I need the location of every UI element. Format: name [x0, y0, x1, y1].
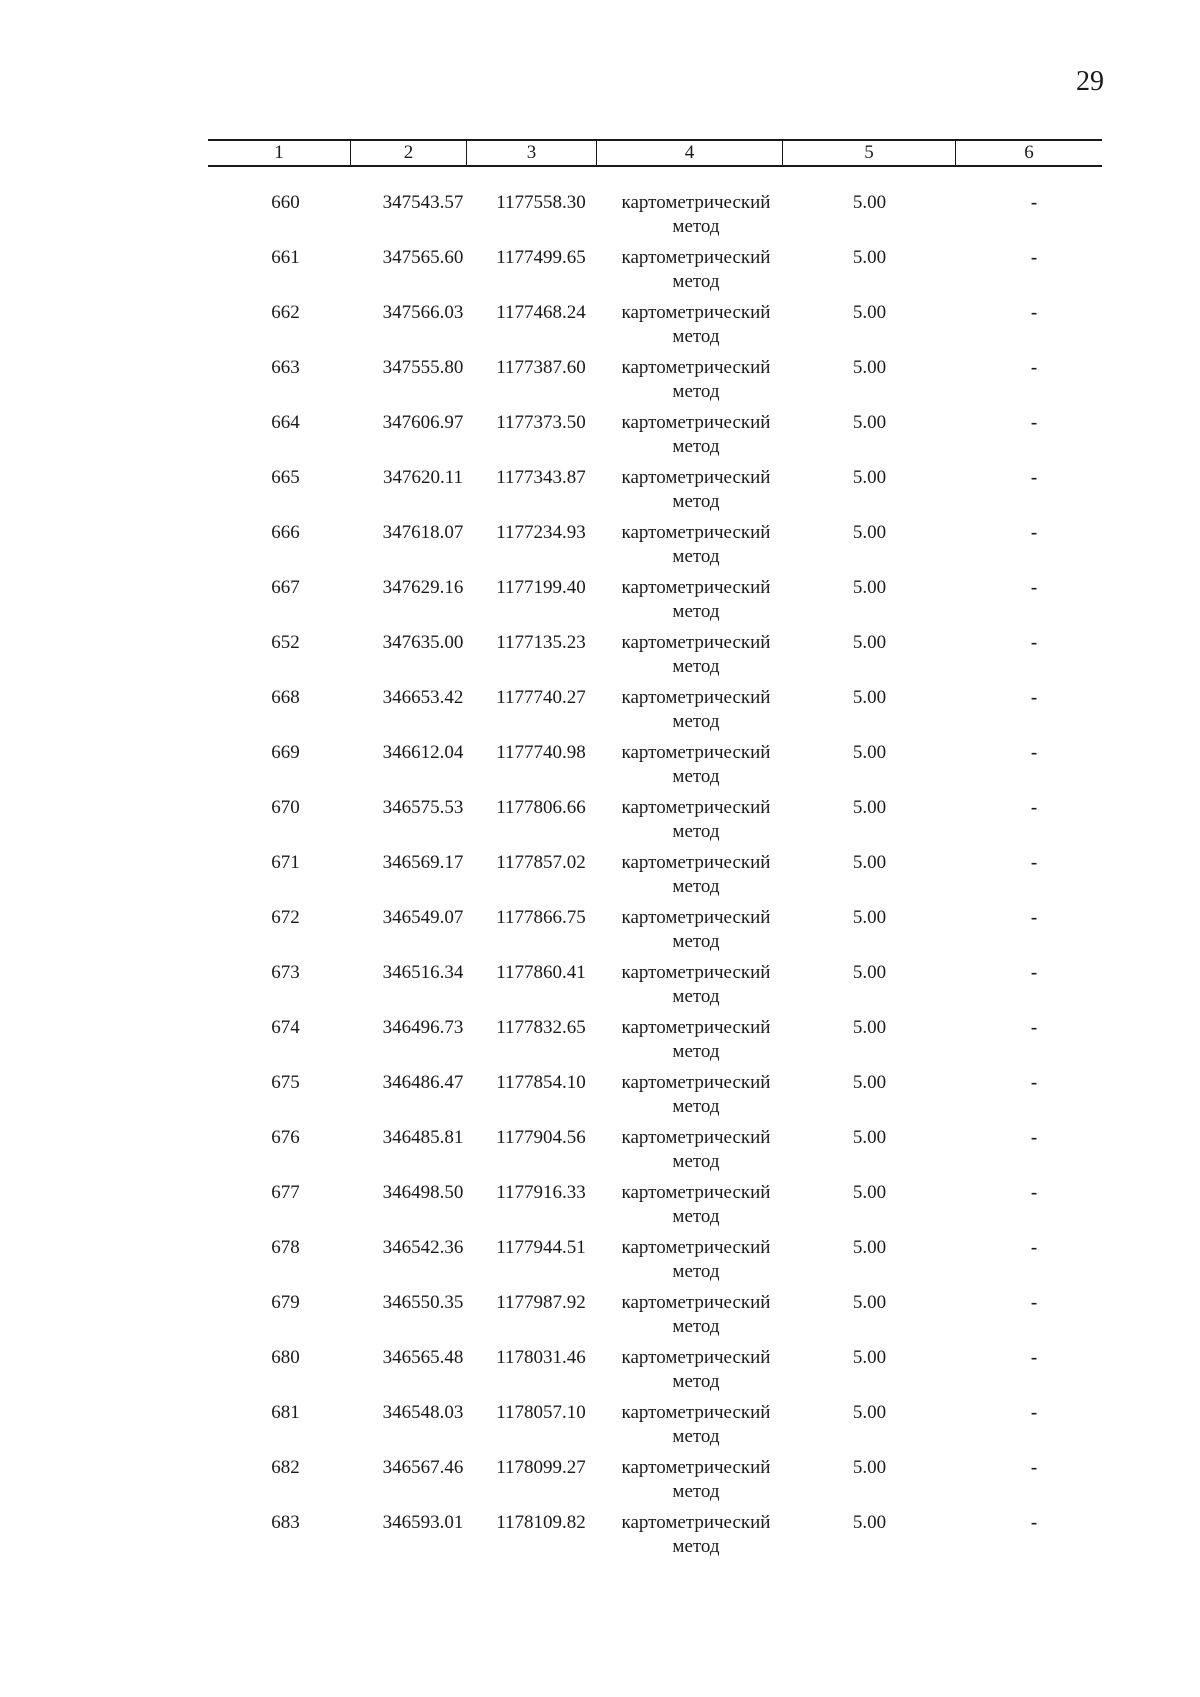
method: [597, 631, 783, 686]
table-row: [208, 1016, 1102, 1071]
accuracy: 5.00: [852, 742, 887, 763]
coordinate-y: 1177857.02: [496, 852, 586, 873]
note: -: [1030, 1402, 1038, 1423]
point-number: 668: [271, 687, 300, 708]
coordinate-y: 1177866.75: [496, 907, 586, 928]
point-number: 665: [271, 467, 300, 488]
note: -: [1030, 1292, 1038, 1313]
note: -: [1030, 632, 1038, 653]
accuracy: 5.00: [852, 192, 887, 213]
coordinate-y: 1177944.51: [496, 1237, 586, 1258]
note: -: [1030, 1512, 1038, 1533]
table-row: [208, 796, 1102, 851]
method-line-1: картометрический: [621, 247, 771, 268]
point-number: 672: [271, 907, 300, 928]
method-line-1: картометрический: [621, 577, 771, 598]
coordinate-x: 346593.01: [382, 1512, 464, 1533]
method: [597, 906, 783, 961]
method-line-1: картометрический: [621, 907, 771, 928]
table-row: [208, 356, 1102, 411]
coordinate-y: 1177373.50: [496, 412, 586, 433]
point-number: 680: [271, 1347, 300, 1368]
coordinate-y: 1178099.27: [496, 1457, 586, 1478]
note: -: [1030, 522, 1038, 543]
method-line-1: картометрический: [621, 1072, 771, 1093]
note: -: [1030, 1017, 1038, 1038]
method-line-1: картометрический: [621, 852, 771, 873]
point-number: 673: [271, 962, 300, 983]
table-row: [208, 191, 1102, 246]
method-line-2: метод: [672, 271, 720, 292]
method-line-2: метод: [672, 986, 720, 1007]
method: [597, 246, 783, 301]
method-line-1: картометрический: [621, 1182, 771, 1203]
coordinate-x: 346612.04: [382, 742, 464, 763]
method-line-1: картометрический: [621, 797, 771, 818]
point-number: 666: [271, 522, 300, 543]
point-number: 667: [271, 577, 300, 598]
table-row: [208, 576, 1102, 631]
coordinate-y: 1177387.60: [496, 357, 586, 378]
point-number: 669: [271, 742, 300, 763]
table-row: [208, 1236, 1102, 1291]
method-line-2: метод: [672, 821, 720, 842]
method-line-1: картометрический: [621, 1237, 771, 1258]
method: [597, 356, 783, 411]
table-row: [208, 466, 1102, 521]
accuracy: 5.00: [852, 1402, 887, 1423]
accuracy: 5.00: [852, 1072, 887, 1093]
table-row: [208, 1291, 1102, 1346]
note: -: [1030, 357, 1038, 378]
accuracy: 5.00: [852, 467, 887, 488]
note: -: [1030, 247, 1038, 268]
table-row: [208, 1071, 1102, 1126]
point-number: 662: [271, 302, 300, 323]
method-line-1: картометрический: [621, 1457, 771, 1478]
method-line-2: метод: [672, 601, 720, 622]
page-number: 29: [1076, 66, 1104, 97]
method-line-1: картометрический: [621, 412, 771, 433]
coordinate-x: 346516.34: [382, 962, 464, 983]
method-line-2: метод: [672, 766, 720, 787]
note: -: [1030, 1182, 1038, 1203]
table-row: [208, 851, 1102, 906]
table-body: [208, 191, 1102, 1566]
method-line-1: картометрический: [621, 1017, 771, 1038]
accuracy: 5.00: [852, 1292, 887, 1313]
method: [597, 961, 783, 1016]
coordinate-x: 346653.42: [382, 687, 464, 708]
method-line-1: картометрический: [621, 1402, 771, 1423]
coordinate-x: 346486.47: [382, 1072, 464, 1093]
accuracy: 5.00: [852, 1182, 887, 1203]
method-line-2: метод: [672, 1261, 720, 1282]
method-line-2: метод: [672, 1426, 720, 1447]
note: -: [1030, 1347, 1038, 1368]
coordinate-y: 1177987.92: [496, 1292, 586, 1313]
method: [597, 521, 783, 576]
table-row: [208, 1456, 1102, 1511]
method-line-2: метод: [672, 656, 720, 677]
method: [597, 576, 783, 631]
column-header-1: 1: [208, 141, 351, 165]
coordinate-y: 1177916.33: [496, 1182, 586, 1203]
method: [597, 1016, 783, 1071]
coordinate-y: 1177832.65: [496, 1017, 586, 1038]
note: -: [1030, 962, 1038, 983]
point-number: 675: [271, 1072, 300, 1093]
note: -: [1030, 1237, 1038, 1258]
table-row: [208, 686, 1102, 741]
method: [597, 301, 783, 356]
point-number: 676: [271, 1127, 300, 1148]
note: -: [1030, 907, 1038, 928]
coordinate-x: 347620.11: [382, 467, 464, 488]
coordinate-x: 347555.80: [382, 357, 464, 378]
accuracy: 5.00: [852, 907, 887, 928]
note: -: [1030, 302, 1038, 323]
method: [597, 1511, 783, 1566]
point-number: 681: [271, 1402, 300, 1423]
point-number: 674: [271, 1017, 300, 1038]
method-line-1: картометрический: [621, 632, 771, 653]
method: [597, 1346, 783, 1401]
point-number: 660: [271, 192, 300, 213]
method-line-2: метод: [672, 1041, 720, 1062]
accuracy: 5.00: [852, 577, 887, 598]
method: [597, 1236, 783, 1291]
coordinate-y: 1177135.23: [496, 632, 586, 653]
note: -: [1030, 467, 1038, 488]
method-line-1: картометрический: [621, 192, 771, 213]
method-line-2: метод: [672, 1151, 720, 1172]
point-number: 677: [271, 1182, 300, 1203]
note: -: [1030, 412, 1038, 433]
coordinate-y: 1177854.10: [496, 1072, 586, 1093]
coordinate-y: 1177860.41: [496, 962, 586, 983]
method-line-2: метод: [672, 546, 720, 567]
method-line-1: картометрический: [621, 687, 771, 708]
method-line-2: метод: [672, 1371, 720, 1392]
coordinate-y: 1177199.40: [496, 577, 586, 598]
method-line-2: метод: [672, 1316, 720, 1337]
coordinate-x: 346575.53: [382, 797, 464, 818]
method-line-2: метод: [672, 1536, 720, 1557]
coordinate-y: 1177904.56: [496, 1127, 586, 1148]
point-number: 671: [271, 852, 300, 873]
table-row: [208, 411, 1102, 466]
note: -: [1030, 192, 1038, 213]
accuracy: 5.00: [852, 962, 887, 983]
table-header: [208, 139, 1102, 167]
note: -: [1030, 1072, 1038, 1093]
point-number: 661: [271, 247, 300, 268]
note: -: [1030, 742, 1038, 763]
coordinate-x: 347629.16: [382, 577, 464, 598]
method-line-1: картометрический: [621, 302, 771, 323]
method-line-1: картометрический: [621, 1512, 771, 1533]
accuracy: 5.00: [852, 1237, 887, 1258]
method-line-2: метод: [672, 1096, 720, 1117]
point-number: 663: [271, 357, 300, 378]
point-number: 652: [271, 632, 300, 653]
method: [597, 191, 783, 246]
method-line-2: метод: [672, 381, 720, 402]
point-number: 682: [271, 1457, 300, 1478]
column-header-6: 6: [1024, 142, 1034, 163]
coordinate-x: 346550.35: [382, 1292, 464, 1313]
coordinate-x: 346542.36: [382, 1237, 464, 1258]
coordinate-y: 1177740.27: [496, 687, 586, 708]
method: [597, 686, 783, 741]
method-line-1: картометрический: [621, 357, 771, 378]
coordinate-x: 347565.60: [382, 247, 464, 268]
coordinate-x: 347606.97: [382, 412, 464, 433]
coordinate-x: 347543.57: [382, 192, 464, 213]
coordinate-y: 1178109.82: [496, 1512, 586, 1533]
accuracy: 5.00: [852, 797, 887, 818]
method-line-1: картометрический: [621, 962, 771, 983]
method-line-1: картометрический: [621, 1347, 771, 1368]
note: -: [1030, 797, 1038, 818]
accuracy: 5.00: [852, 1127, 887, 1148]
coordinate-x: 346548.03: [382, 1402, 464, 1423]
method-line-2: метод: [672, 436, 720, 457]
method-line-2: метод: [672, 876, 720, 897]
method: [597, 1126, 783, 1181]
coordinate-x: 346567.46: [382, 1457, 464, 1478]
coordinate-y: 1177499.65: [496, 247, 586, 268]
table-row: [208, 631, 1102, 686]
coordinate-x: 347635.00: [382, 632, 464, 653]
table-row: [208, 301, 1102, 356]
accuracy: 5.00: [852, 1512, 887, 1533]
table-row: [208, 961, 1102, 1016]
coordinate-x: 346498.50: [382, 1182, 464, 1203]
note: -: [1030, 1457, 1038, 1478]
accuracy: 5.00: [852, 302, 887, 323]
method-line-1: картометрический: [621, 467, 771, 488]
note: -: [1030, 687, 1038, 708]
accuracy: 5.00: [852, 1457, 887, 1478]
accuracy: 5.00: [852, 632, 887, 653]
coordinate-x: 347618.07: [382, 522, 464, 543]
method: [597, 466, 783, 521]
point-number: 679: [271, 1292, 300, 1313]
coordinate-x: 346565.48: [382, 1347, 464, 1368]
method: [597, 411, 783, 466]
column-header-5: 5: [783, 141, 956, 165]
table-row: [208, 1401, 1102, 1456]
table-row: [208, 1181, 1102, 1236]
coordinate-y: 1177558.30: [496, 192, 586, 213]
column-header-4: 4: [597, 141, 783, 165]
coordinate-y: 1177740.98: [496, 742, 586, 763]
coordinate-y: 1177468.24: [496, 302, 586, 323]
coordinate-x: 346569.17: [382, 852, 464, 873]
method: [597, 1456, 783, 1511]
column-header-3: 3: [467, 141, 597, 165]
accuracy: 5.00: [852, 1017, 887, 1038]
coordinate-x: 347566.03: [382, 302, 464, 323]
accuracy: 5.00: [852, 687, 887, 708]
coordinate-y: 1177343.87: [496, 467, 586, 488]
column-header-2: 2: [351, 141, 467, 165]
accuracy: 5.00: [852, 852, 887, 873]
method: [597, 741, 783, 796]
table-row: [208, 1511, 1102, 1566]
method: [597, 1291, 783, 1346]
method-line-1: картометрический: [621, 1127, 771, 1148]
method-line-1: картометрический: [621, 1292, 771, 1313]
note: -: [1030, 577, 1038, 598]
table-row: [208, 1346, 1102, 1401]
method-line-1: картометрический: [621, 742, 771, 763]
accuracy: 5.00: [852, 247, 887, 268]
coordinate-x: 346485.81: [382, 1127, 464, 1148]
table-row: [208, 246, 1102, 301]
method: [597, 851, 783, 906]
note: -: [1030, 1127, 1038, 1148]
method: [597, 1071, 783, 1126]
method: [597, 1181, 783, 1236]
method-line-1: картометрический: [621, 522, 771, 543]
method-line-2: метод: [672, 491, 720, 512]
method: [597, 1401, 783, 1456]
method-line-2: метод: [672, 326, 720, 347]
coordinate-x: 346496.73: [382, 1017, 464, 1038]
method: [597, 796, 783, 851]
accuracy: 5.00: [852, 412, 887, 433]
method-line-2: метод: [672, 216, 720, 237]
accuracy: 5.00: [852, 1347, 887, 1368]
point-number: 683: [271, 1512, 300, 1533]
table-row: [208, 1126, 1102, 1181]
method-line-2: метод: [672, 1206, 720, 1227]
table-row: [208, 521, 1102, 576]
method-line-2: метод: [672, 931, 720, 952]
point-number: 664: [271, 412, 300, 433]
point-number: 670: [271, 797, 300, 818]
accuracy: 5.00: [852, 522, 887, 543]
coordinate-x: 346549.07: [382, 907, 464, 928]
table-row: [208, 906, 1102, 961]
coordinate-y: 1178031.46: [496, 1347, 586, 1368]
note: -: [1030, 852, 1038, 873]
coordinate-y: 1177806.66: [496, 797, 586, 818]
coordinate-y: 1177234.93: [496, 522, 586, 543]
table-row: [208, 741, 1102, 796]
point-number: 678: [271, 1237, 300, 1258]
coordinate-y: 1178057.10: [496, 1402, 586, 1423]
method-line-2: метод: [672, 1481, 720, 1502]
method-line-2: метод: [672, 711, 720, 732]
accuracy: 5.00: [852, 357, 887, 378]
